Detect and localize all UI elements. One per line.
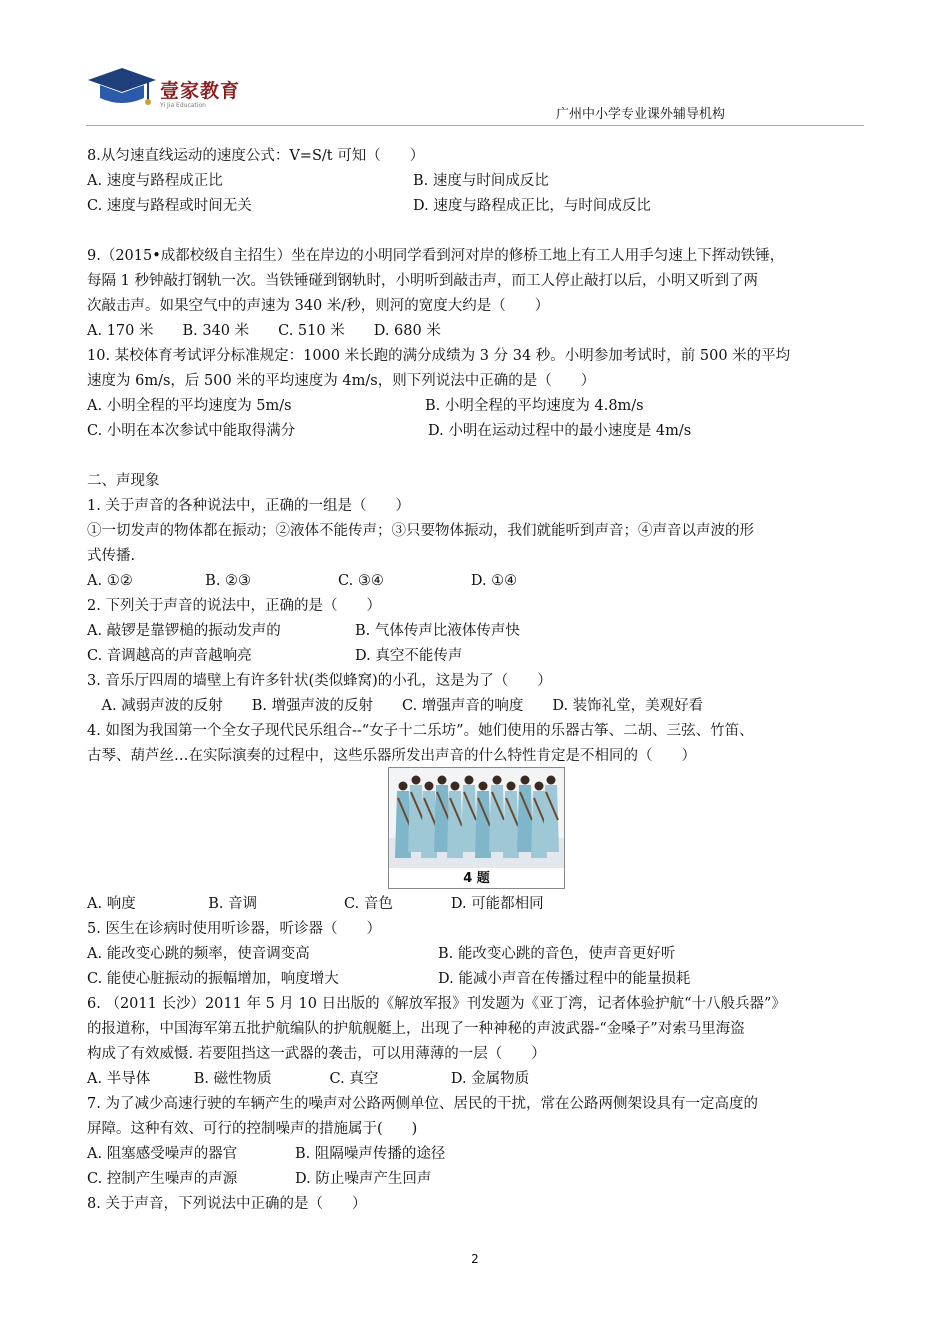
option-right: B. 速度与时间成反比 <box>413 173 549 189</box>
musician-figure <box>412 776 421 785</box>
text-line: 每隔 1 秒钟敲打钢轨一次。当铁锤碰到钢轨时，小明听到敲击声，而工人停止敲打以后，小明又听到了两 <box>87 273 758 289</box>
option-left: A. 敲锣是靠锣槌的振动发声的 <box>87 623 281 639</box>
question-4-figure <box>388 767 565 889</box>
musicians-photo <box>389 768 564 868</box>
option-right: B. 阻隔噪声传播的途径 <box>295 1146 446 1162</box>
figure-caption: 4 题 <box>463 871 490 886</box>
musician-figure <box>479 782 488 791</box>
option-left: C. 小明在本次参试中能取得满分 <box>87 423 296 439</box>
musician-figure <box>535 782 544 791</box>
text-line: A. 减弱声波的反射 B. 增强声波的反射 C. 增强声音的响度 D. 装饰礼堂，美观好看 <box>87 698 704 714</box>
musician-figure <box>507 782 516 791</box>
option-left: C. 速度与路程或时间无关 <box>87 198 252 214</box>
musician-figure <box>521 776 530 785</box>
musician-figure <box>465 776 474 785</box>
option-right: D. 小明在运动过程中的最小速度是 4m/s <box>428 423 692 439</box>
option-right: D. 真空不能传声 <box>355 648 463 664</box>
graduation-cap-icon <box>86 66 158 114</box>
text-line: 5. 医生在诊病时使用听诊器，听诊器（ ） <box>87 921 381 937</box>
text-line: 构成了有效威慑. 若要阻挡这一武器的袭击，可以用薄薄的一层（ ） <box>87 1046 546 1062</box>
musician-figure <box>547 776 556 785</box>
text-line: 3. 音乐厅四周的墙壁上有许多针状(类似蜂窝)的小孔，这是为了（ ） <box>87 673 552 689</box>
text-line: 屏障。这种有效、可行的控制噪声的措施属于( ) <box>87 1121 418 1137</box>
option-right: D. 防止噪声产生回声 <box>295 1171 432 1187</box>
text-line: 式传播. <box>87 548 136 564</box>
musician-figure <box>399 782 408 791</box>
option-left: A. 能改变心跳的频率，使音调变高 <box>87 946 310 962</box>
option-left: C. 控制产生噪声的声源 <box>87 1171 238 1187</box>
logo-text: 壹家教育 <box>160 80 241 102</box>
option-left: A. 小明全程的平均速度为 5m/s <box>87 398 292 414</box>
option-left: C. 能使心脏振动的振幅增加，响度增大 <box>87 971 339 987</box>
text-line: A. 170 米 B. 340 米 C. 510 米 D. 680 米 <box>87 323 441 339</box>
option-right: D. 速度与路程成正比，与时间成反比 <box>413 198 651 214</box>
text-line: 8.从匀速直线运动的速度公式：V=S/t 可知（ ） <box>87 148 425 164</box>
text-line: 7. 为了减少高速行驶的车辆产生的噪声对公路两侧单位、居民的干扰，常在公路两侧架设具有一定高度的 <box>87 1096 758 1112</box>
header-org-name: 广州中小学专业课外辅导机构 <box>556 107 726 122</box>
option-right: B. 能改变心跳的音色，使声音更好听 <box>438 946 676 962</box>
text-line: A. 半导体 B. 磁性物质 C. 真空 D. 金属物质 <box>87 1071 530 1087</box>
text-line: 二、声现象 <box>87 473 160 489</box>
text-line: 10. 某校体育考试评分标准规定：1000 米长跑的满分成绩为 3 分 34 秒。小明参加考试时，前 500 米的平均 <box>87 348 791 364</box>
text-line: 古琴、葫芦丝…在实际演奏的过程中，这些乐器所发出声音的什么特性肯定是不相同的（ ） <box>87 748 696 764</box>
musician-figure <box>438 776 447 785</box>
text-line: A. ①② B. ②③ C. ③④ D. ①④ <box>87 573 518 589</box>
text-line: 1. 关于声音的各种说法中，正确的一组是（ ） <box>87 498 410 514</box>
header-divider <box>86 125 864 126</box>
text-line: 9.（2015•成都校级自主招生）坐在岸边的小明同学看到河对岸的修桥工地上有工人用手匀速上下挥动铁锤， <box>87 248 785 264</box>
company-logo <box>86 66 256 114</box>
musician-figure <box>493 776 502 785</box>
option-right: D. 能减小声音在传播过程中的能量损耗 <box>438 971 691 987</box>
option-right: B. 气体传声比液体传声快 <box>355 623 520 639</box>
text-line: 的报道称，中国海军第五批护航编队的护航舰艇上，出现了一种神秘的声波武器-“金嗓子”对索马里海盗 <box>87 1021 745 1037</box>
musician-figure <box>451 782 460 791</box>
option-left: A. 速度与路程成正比 <box>87 173 223 189</box>
text-line: 次敲击声。如果空气中的声速为 340 米/秒，则河的宽度大约是（ ） <box>87 298 550 314</box>
option-left: A. 阻塞感受噪声的器官 <box>87 1146 238 1162</box>
option-left: C. 音调越高的声音越响亮 <box>87 648 252 664</box>
text-line: 8. 关于声音，下列说法中正确的是（ ） <box>87 1196 367 1212</box>
option-right: B. 小明全程的平均速度为 4.8m/s <box>425 398 644 414</box>
text-line: 速度为 6m/s，后 500 米的平均速度为 4m/s，则下列说法中正确的是（ ） <box>87 373 596 389</box>
text-line: 4. 如图为我国第一个全女子现代民乐组合--“女子十二乐坊”。她们使用的乐器古筝、二胡、三弦、竹笛、 <box>87 723 754 739</box>
musician-figure <box>425 782 434 791</box>
text-line: ①一切发声的物体都在振动；②液体不能传声；③只要物体振动，我们就能听到声音；④声音以声波的形 <box>87 523 754 539</box>
text-line: A. 响度 B. 音调 C. 音色 D. 可能都相同 <box>87 896 544 912</box>
text-line: 2. 下列关于声音的说法中，正确的是（ ） <box>87 598 381 614</box>
text-line: 6. （2011 长沙）2011 年 5 月 10 日出版的《解放军报》刊发题为《亚丁湾，记者体验护航“十八般兵器”》 <box>87 996 786 1012</box>
page-number: 2 <box>471 1252 479 1266</box>
logo-subtitle: Yi Jia Education <box>160 102 206 109</box>
